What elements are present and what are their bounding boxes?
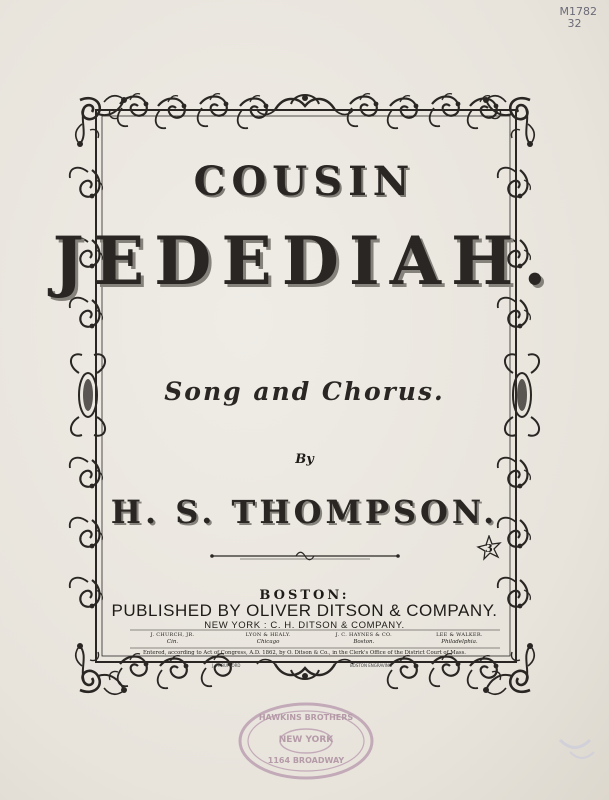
title-line-2: JEDEDIAH. [52, 222, 557, 300]
agent-city: Boston. [353, 639, 375, 645]
engraver-credit-left: J. H. BUFFORD [212, 663, 241, 668]
stamp-line-1: HAWKINS BROTHERS [258, 713, 354, 722]
title-line-1: COUSIN [193, 158, 416, 205]
agent-name: LYON & HEALY. [245, 632, 291, 638]
engraver-credit-right: BOSTON ENGRAVING [350, 663, 392, 668]
corner-ornament-top-right [483, 96, 534, 147]
by-label: By [295, 452, 314, 467]
stamp-line-2: NEW YORK [278, 735, 334, 745]
call-number-line-1: M1782 [559, 5, 597, 18]
agent-name: J. CHURCH, JR. [150, 632, 195, 638]
bottom-scrollwork [118, 654, 499, 689]
agent-city: Cin. [166, 639, 179, 645]
agent-city: Chicago [256, 639, 280, 645]
price-mark: 3 [485, 541, 493, 555]
call-number-line-2: 32 [567, 17, 582, 30]
imprint-new-york: NEW YORK : C. H. DITSON & COMPANY. [204, 620, 405, 631]
copyright-notice: Entered, according to Act of Congress, A.D. 1862, by O. Ditson & Co., in the Clerk's Office of the District Court of Mass. [143, 650, 466, 656]
decorative-rule [210, 552, 400, 560]
imprint-city: BOSTON: [259, 588, 350, 603]
agent-city: Philadelphia. [441, 639, 478, 645]
agent-name: J. C. HAYNES & CO. [335, 632, 393, 638]
agent-name: LEE & WALKER. [436, 632, 483, 638]
imprint-publisher: PUBLISHED BY OLIVER DITSON & COMPANY. [111, 601, 498, 620]
subtitle: Song and Chorus. [164, 377, 445, 406]
stamp-line-3: 1164 BROADWAY [267, 756, 345, 765]
composer-name: H. S. THOMPSON. [110, 493, 499, 531]
dealer-stamp [236, 700, 376, 782]
